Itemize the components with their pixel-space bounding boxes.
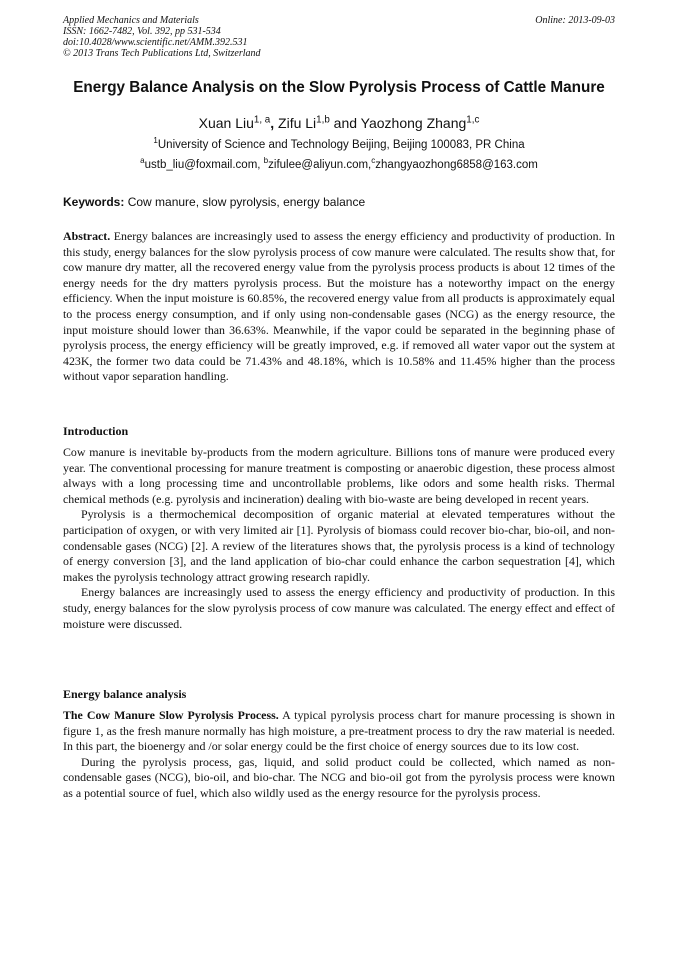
affiliation-mark: 1 <box>153 136 158 146</box>
email-address[interactable]: zifulee@aliyun.com, <box>268 159 372 171</box>
author-name: Zifu Li <box>278 115 317 131</box>
email-mark: c <box>371 156 376 166</box>
abstract-label: Abstract. <box>63 229 111 243</box>
author-affil-mark: 1,b <box>316 114 330 126</box>
journal-header <box>63 15 615 59</box>
paragraph: During the pyrolysis process, gas, liquid, and solid product could be collected, which named as non-condensable gases (NCG), bio-oil, and bio-char. The NCG and bio-oil got from the pyrolysis process were known as a potential source of fuel, which also wildly used as the energy resource for the pyrolysis process. <box>63 754 615 800</box>
author-name: Yaozhong Zhang <box>360 115 467 131</box>
introduction-heading: Introduction <box>63 424 129 438</box>
energy-balance-heading: Energy balance analysis <box>63 687 187 701</box>
paragraph: Energy balances are increasingly used to assess the energy efficiency and productivity of production. In this study, energy balances for the slow pyrolysis process of cow manure was calculated. The energy effect and effect of moisture were discussed. <box>63 585 615 631</box>
author-name: Xuan Liu <box>198 115 254 131</box>
doi-line: doi:10.4028/www.scientific.net/AMM.392.531 <box>63 37 248 48</box>
paragraph: Pyrolysis is a thermochemical decomposition of organic material at elevated temperatures without the participation of oxygen, or with very limited air [1]. Pyrolysis of biomass could recover bio-char, bio-oil, and non-condensable gases (NCG) [2]. A review of the literatures shows that, the pyrolysis process is a kind of technology of energy conversion [3], and the land application of bio-char could enhance the carbon sequestration [4], which makes the pyrolysis technology attract growing research rapidly. <box>63 507 615 584</box>
issn-line: ISSN: 1662-7482, Vol. 392, pp 531-534 <box>63 26 221 37</box>
keywords-text: Cow manure, slow pyrolysis, energy balance <box>124 195 366 209</box>
keywords-label: Keywords: <box>63 195 125 209</box>
email-address[interactable]: zhangyaozhong6858@163.com <box>375 159 538 171</box>
email-mark: a <box>140 156 145 166</box>
email-address[interactable]: ustb_liu@foxmail.com, <box>144 159 264 171</box>
author-separator: , <box>270 115 279 131</box>
paragraph <box>63 708 615 755</box>
author-separator: and <box>329 115 361 131</box>
author-emails <box>40 156 638 171</box>
paper-title: Energy Balance Analysis on the Slow Pyrolysis Process of Cattle Manure <box>73 79 605 96</box>
author-affil-mark: 1, a <box>253 114 271 126</box>
abstract <box>63 229 615 385</box>
keywords <box>63 195 365 209</box>
energy-balance-body <box>63 708 615 802</box>
author-affil-mark: 1,c <box>466 114 480 126</box>
introduction-body <box>63 445 615 632</box>
email-mark: b <box>263 156 269 166</box>
journal-name: Applied Mechanics and Materials <box>63 15 199 26</box>
affiliation-text: University of Science and Technology Beijing, Beijing 100083, PR China <box>157 139 525 151</box>
abstract-text: Energy balances are increasingly used to assess the energy efficiency and productivity of production. In this study, energy balances for the slow pyrolysis process of cow manure were calculated. The results show that, for cow manure dry matter, all the recovered energy value from the pyrolysis process products is about 12 times of the energy needs for the dry matters pyrolysis process. But the moisture has a noteworthy impact on the energy efficiency. When the input moisture is 60.85%, the recovered energy value from all products is approximately equal to the process energy consumption, and if only using non-condensable gases (NCG) as the energy resource, the input moisture should lower than 36.63%. Meanwhile, if the vapor could be separated in the beginning phase of pyrolysis process, the energy efficiency will be greatly improved, e.g. if removed all water vapor out the system at 423K, the former two data could be 71.43% and 48.18%, which is 10.58% and 11.45% higher than the process without vapor separation handling. <box>63 229 615 384</box>
online-date: Online: 2013-09-03 <box>535 15 615 26</box>
copyright-line: © 2013 Trans Tech Publications Ltd, Switzerland <box>63 48 261 59</box>
subsection-label: The Cow Manure Slow Pyrolysis Process. <box>63 708 279 722</box>
author-list <box>40 115 638 131</box>
paragraph-text: A typical pyrolysis process chart for manure processing is shown in figure 1, as the fresh manure normally has high moisture, a pre-treatment process to dry the raw material is needed. In this part, the bioenergy and /or solar energy could be the first choice of energy sources due to its low cost. <box>63 708 615 754</box>
paragraph: Cow manure is inevitable by-products from the modern agriculture. Billions tons of manure were produced every year. The conventional processing for manure treatment is composting or anaerobic digestion, these process almost always with a long processing time and uncontrollable problems, like odors and some health risks. Thermal chemical methods (e.g. pyrolysis and incineration) dealing with bio-waste are being developed in recent years. <box>63 445 615 506</box>
affiliation <box>40 136 638 151</box>
